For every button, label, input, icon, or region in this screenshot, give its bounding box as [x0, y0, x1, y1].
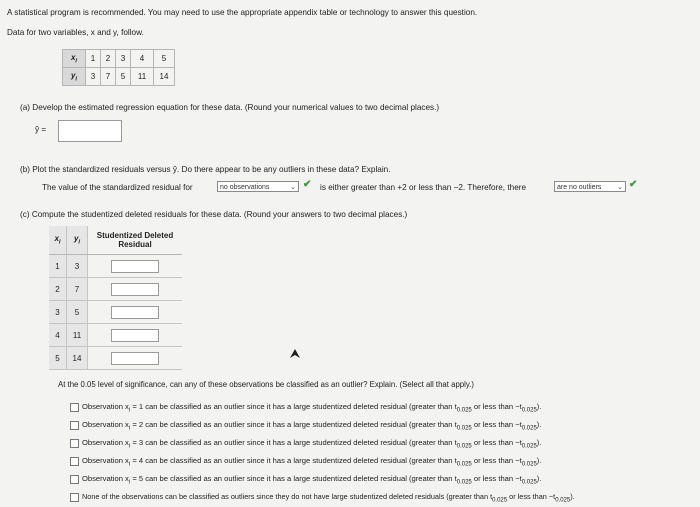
- table-cell: 1: [86, 50, 101, 68]
- residual-input-4[interactable]: [111, 329, 159, 342]
- part-b-sentence-mid: is either greater than +2 or less than −2. Therefore, there: [320, 183, 527, 192]
- y-header: $y_i$: [63, 68, 86, 86]
- data-table: [62, 49, 175, 86]
- option-label-5: Observation $x_i = 5$ can be classified as an outlier since it has a large studentized deleted residual (greater than $t_{0.025}$ or less than $-t_{0.025}$).: [82, 474, 542, 486]
- part-b-sentence-start: The value of the standardized residual for: [42, 183, 193, 192]
- data-label: Data for two variables, x and y, follow.: [7, 28, 144, 37]
- residual-input-1[interactable]: [111, 260, 159, 273]
- observations-dropdown-value: no observations: [220, 184, 270, 191]
- part-c-prompt: (c) Compute the studentized deleted residuals for these data. (Round your answers to two decimal places.): [20, 210, 408, 219]
- table-cell: 5: [154, 50, 175, 68]
- part-a-prompt: (a) Develop the estimated regression equation for these data. (Round your numerical values to two decimal places.): [20, 103, 440, 112]
- chevron-down-icon: ⌄: [617, 184, 623, 191]
- option-checkbox-4[interactable]: [70, 457, 79, 466]
- row-x: 5: [49, 347, 67, 370]
- option-label-3: Observation $x_i = 3$ can be classified as an outlier since it has a large studentized deleted residual (greater than $t_{0.025}$ or less than $-t_{0.025}$).: [82, 438, 542, 450]
- row-x: 2: [49, 278, 67, 301]
- option-label-4: Observation $x_i = 4$ can be classified as an outlier since it has a large studentized deleted residual (greater than $t_{0.025}$ or less than $-t_{0.025}$).: [82, 456, 542, 468]
- option-label-1: Observation $x_i = 1$ can be classified as an outlier since it has a large studentized deleted residual (greater than $t_{0.025}$ or less than $-t_{0.025}$).: [82, 402, 542, 414]
- col-x-header: $x_i$: [49, 226, 67, 255]
- checkmark-icon: ✔: [303, 179, 312, 190]
- table-row: [49, 324, 182, 347]
- table-row: [49, 278, 182, 301]
- row-y: 7: [67, 278, 88, 301]
- table-cell: 14: [154, 68, 175, 86]
- row-y: 11: [67, 324, 88, 347]
- regression-equation-input[interactable]: [58, 120, 122, 142]
- table-cell: 4: [131, 50, 154, 68]
- yhat-label: ŷ =: [35, 125, 47, 134]
- data-table-y-row: [63, 68, 175, 86]
- residual-cell: [88, 278, 183, 301]
- col-y-header: $y_i$: [67, 226, 88, 255]
- chevron-down-icon: ⌄: [290, 184, 296, 191]
- row-x: 1: [49, 255, 67, 278]
- table-row: [49, 255, 182, 278]
- option-checkbox-5[interactable]: [70, 475, 79, 484]
- residual-cell: [88, 324, 183, 347]
- option-checkbox-6[interactable]: [70, 493, 79, 502]
- col-residual-header: Studentized Deleted Residual: [88, 226, 183, 255]
- table-cell: 11: [131, 68, 154, 86]
- table-cell: 2: [101, 50, 116, 68]
- studentized-header-row: [49, 226, 182, 255]
- checkmark-icon: ✔: [629, 179, 638, 190]
- table-row: [49, 347, 182, 370]
- residual-input-2[interactable]: [111, 283, 159, 296]
- table-cell: 5: [116, 68, 131, 86]
- row-y: 14: [67, 347, 88, 370]
- row-y: 5: [67, 301, 88, 324]
- outliers-dropdown-value: are no outliers: [557, 184, 602, 191]
- row-x: 3: [49, 301, 67, 324]
- residual-cell: [88, 347, 183, 370]
- part-b-prompt: (b) Plot the standardized residuals versus ŷ. Do there appear to be any outliers in these data? Explain.: [20, 165, 391, 174]
- row-x: 4: [49, 324, 67, 347]
- residual-input-3[interactable]: [111, 306, 159, 319]
- residual-cell: [88, 255, 183, 278]
- observations-dropdown[interactable]: [217, 181, 299, 192]
- residual-input-5[interactable]: [111, 352, 159, 365]
- table-cell: 3: [116, 50, 131, 68]
- table-cell: 7: [101, 68, 116, 86]
- mouse-cursor-icon: [289, 348, 301, 360]
- table-row: [49, 301, 182, 324]
- outliers-dropdown[interactable]: [554, 181, 626, 192]
- intro-text: A statistical program is recommended. You may need to use the appropriate appendix table or technology to answer this question.: [7, 8, 478, 17]
- table-cell: 3: [86, 68, 101, 86]
- row-y: 3: [67, 255, 88, 278]
- option-checkbox-2[interactable]: [70, 421, 79, 430]
- option-checkbox-3[interactable]: [70, 439, 79, 448]
- x-header: $x_i$: [63, 50, 86, 68]
- outlier-question: At the 0.05 level of significance, can any of these observations be classified as an outlier? Explain. (Select all that apply.): [58, 380, 474, 389]
- data-table-x-row: [63, 50, 175, 68]
- option-label-2: Observation $x_i = 2$ can be classified as an outlier since it has a large studentized deleted residual (greater than $t_{0.025}$ or less than $-t_{0.025}$).: [82, 420, 542, 432]
- option-checkbox-1[interactable]: [70, 403, 79, 412]
- option-label-6: None of the observations can be classified as outliers since they do not have large studentized deleted residuals (greater than $t_{0.025}$ or less than $-t_{0.025}$).: [82, 492, 575, 504]
- residual-cell: [88, 301, 183, 324]
- studentized-table: [49, 226, 182, 370]
